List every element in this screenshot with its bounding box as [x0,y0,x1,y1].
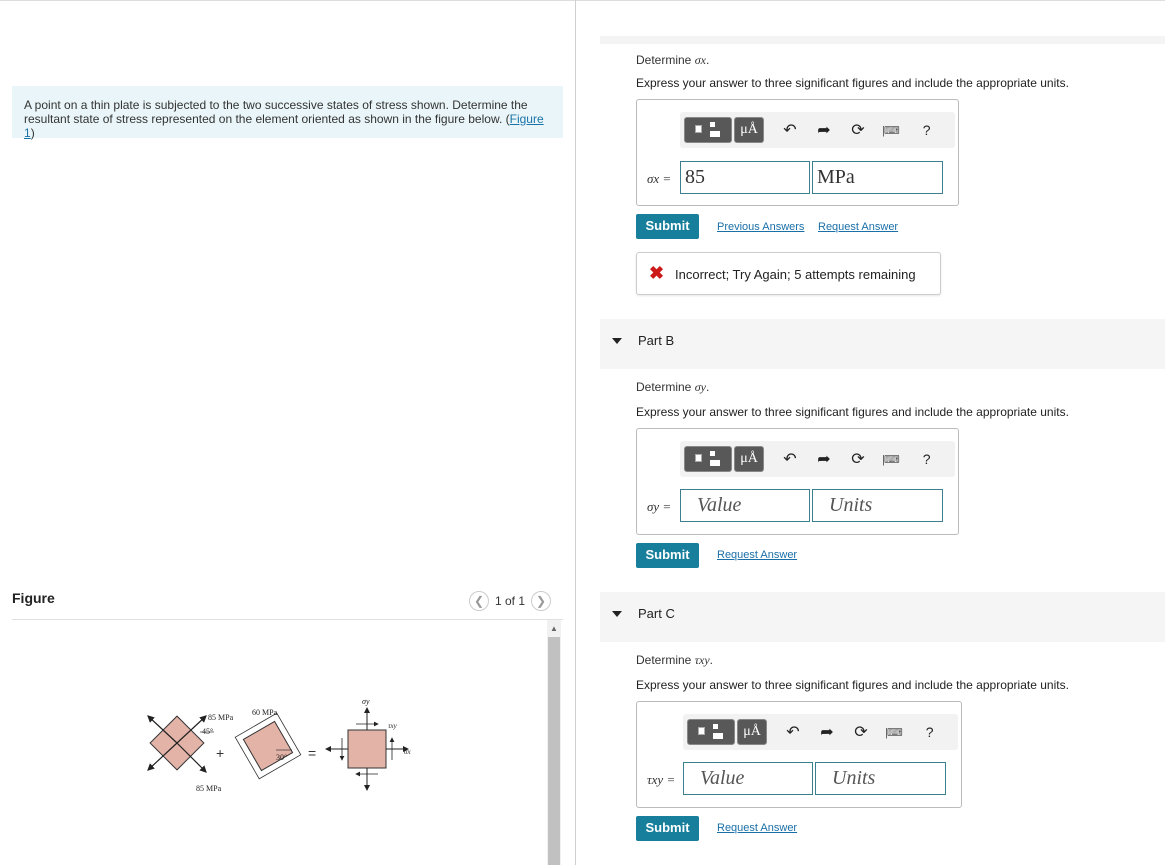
part-a-prompt: Determine σx. [636,53,710,67]
part-b-instructions: Express your answer to three significant figures and include the appropriate units. [636,405,1069,419]
label-sigma-x: σx [404,748,411,756]
units-icon[interactable]: μÅ [737,719,767,745]
stress-figure [130,690,430,810]
scroll-up-icon[interactable]: ▲ [550,624,558,633]
part-b-prompt: Determine σy. [636,380,710,394]
figure-separator [12,619,563,620]
collapse-triangle-icon[interactable] [612,611,622,617]
pager-count: 1 of 1 [495,594,526,608]
feedback-message: Incorrect; Try Again; 5 attempts remaining [675,267,916,282]
part-c-lhs-text: τxy = [647,772,676,787]
part-c-units-input[interactable]: Units [815,762,946,795]
part-c-symbol: τxy [694,653,710,667]
part-b-header[interactable] [600,319,1165,369]
part-b-label: Part B [638,333,675,348]
templates-icon[interactable] [687,719,735,745]
keyboard-icon[interactable]: |⌨ [882,124,899,137]
units-icon[interactable]: μÅ [734,446,764,472]
redo-icon[interactable]: ➦ [817,451,831,468]
stress-element-3 [326,708,408,790]
figure-scrollbar[interactable] [547,620,561,865]
figure-link[interactable]: Figure 1 [24,112,544,140]
part-a-lhs-text: σx = [647,171,672,186]
redo-icon[interactable]: ➦ [817,122,831,139]
help-icon[interactable]: ? [922,451,931,467]
undo-icon[interactable]: ↶ [783,122,797,139]
equals-sign: = [308,745,317,761]
part-c-value-input[interactable]: Value [683,762,813,795]
label-85mpa-top: 85 MPa [208,713,234,722]
undo-icon[interactable]: ↶ [783,451,797,468]
stress-element-2 [235,713,301,779]
part-c-label: Part C [638,606,675,621]
part-a-header-bar [600,36,1165,44]
units-icon[interactable]: μÅ [734,117,764,143]
label-sigma-y: σy [362,697,370,706]
part-b-symbol: σy [694,380,706,394]
panel-divider[interactable] [575,0,576,865]
part-b-lhs-text: σy = [647,499,672,514]
part-a-submit-button[interactable]: Submit [636,214,699,239]
part-c-toolbar [683,714,958,750]
part-a-request-answer-link[interactable]: Request Answer [818,221,899,233]
part-c-prompt: Determine τxy. [636,653,713,667]
label-tau-xy: τxy [388,722,397,730]
label-45deg: 45° [202,727,214,736]
error-x-icon: ✖ [649,263,665,283]
part-a-determine-text: Determine [636,53,692,67]
part-a-units-input[interactable]: MPa [812,161,943,194]
collapse-triangle-icon[interactable] [612,338,622,344]
templates-icon[interactable] [684,446,732,472]
help-icon[interactable]: ? [925,724,934,740]
templates-icon[interactable] [684,117,732,143]
undo-icon[interactable]: ↶ [786,724,800,741]
scroll-thumb[interactable] [548,637,560,865]
label-85mpa-bottom: 85 MPa [196,784,222,793]
label-30deg: 30° [276,753,288,762]
part-c-determine-text: Determine [636,653,692,667]
help-icon[interactable]: ? [922,122,931,138]
part-c-lhs [647,772,675,788]
part-b-submit-button[interactable]: Submit [636,543,699,568]
label-60mpa: 60 MPa [252,708,278,717]
part-a-toolbar [680,112,955,148]
part-c-instructions: Express your answer to three significant figures and include the appropriate units. [636,678,1069,692]
part-a-previous-answers-link[interactable]: Previous Answers [717,221,805,233]
keyboard-icon[interactable]: |⌨ [882,453,899,466]
prev-figure-button[interactable] [469,591,489,611]
chevron-right-icon: ❯ [536,594,547,608]
part-a-feedback [636,252,941,295]
problem-statement: A point on a thin plate is subjected to the two successive states of stress shown. Determine the resultant state of stress represented on the element oriented as shown in the figure below. (Figure 1) [12,86,563,138]
reset-icon[interactable]: ⟳ [851,122,865,139]
plus-sign: + [216,745,225,761]
next-figure-button[interactable] [531,591,551,611]
part-b-request-answer-link[interactable]: Request Answer [717,549,798,561]
part-c-submit-button[interactable]: Submit [636,816,699,841]
part-a-symbol: σx [694,53,706,67]
part-a-instructions: Express your answer to three significant figures and include the appropriate units. [636,76,1069,90]
chevron-left-icon: ❮ [473,594,485,608]
part-c-header[interactable] [600,592,1165,642]
part-a-lhs [647,171,671,187]
problem-text: A point on a thin plate is subjected to the two successive states of stress shown. Determine the resultant state of stress represented on the element oriented as shown in the figure below. [24,98,528,126]
part-b-toolbar [680,441,955,477]
part-c-request-answer-link[interactable]: Request Answer [717,822,798,834]
keyboard-icon[interactable]: |⌨ [885,726,902,739]
redo-icon[interactable]: ➦ [820,724,834,741]
top-border [0,0,1165,1]
figure-pager [469,590,551,612]
part-b-lhs [647,499,671,515]
part-b-value-input[interactable]: Value [680,489,810,522]
part-b-determine-text: Determine [636,380,692,394]
part-a-value-input[interactable]: 85 [680,161,810,194]
reset-icon[interactable]: ⟳ [854,724,868,741]
figure-title: Figure [12,590,55,606]
part-b-units-input[interactable]: Units [812,489,943,522]
reset-icon[interactable]: ⟳ [851,451,865,468]
stress-element-1 [148,716,214,772]
